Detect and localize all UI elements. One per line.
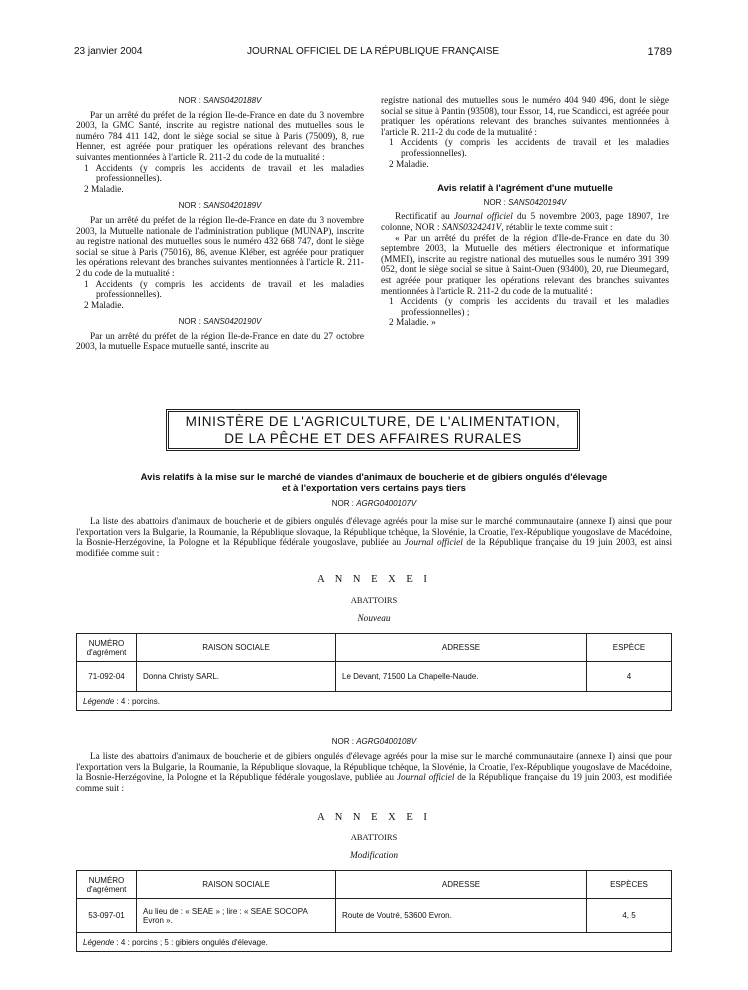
nor-reference	[381, 198, 669, 209]
nor-reference	[76, 96, 364, 107]
quoted-paragraph: « Par un arrêté du préfet de la région d'Ile-de-France en date du 30 septembre 2003, la Mutuelle des métiers électronique et informatique (MMEI), inscrite au registre national des mutuelles sous le numéro 391 399 052, dont le siège social se situe à Saint-Ouen (93400), 20, rue Dieumegard, est agréée pour pratiquer les opérations relevant des branches suivantes mentionnées à l'article R. 211-2 du code de la mutualité :	[381, 233, 669, 297]
annexe-heading: A N N E X E I	[317, 574, 431, 585]
table-cell: 4, 5	[587, 899, 672, 933]
legend-text: : 4 : porcins.	[116, 696, 160, 706]
nor-code: SANS0420188V	[203, 96, 262, 105]
legend-label: Légende	[83, 696, 115, 706]
nor-reference	[76, 499, 672, 508]
nor-code: SANS0324241V	[441, 222, 502, 233]
journal-name: Journal officiel	[396, 773, 455, 784]
column-header: NUMÉRO d'agrément	[77, 634, 137, 662]
header-journal-title: JOURNAL OFFICIEL DE LA RÉPUBLIQUE FRANÇAISE	[246, 46, 500, 57]
nor-label: NOR :	[178, 96, 201, 105]
nor-label: NOR :	[331, 499, 354, 508]
table-legend-row	[77, 692, 672, 711]
paragraph: registre national des mutuelles sous le numéro 404 940 496, dont le siège social se situe à Pantin (93508), tour Essor, 14, rue Scandicci, est agréée pour pratiquer les opérations relevant des branches suivantes mentionnées à l'article R. 211-2 du code de la mutualité :	[381, 96, 670, 138]
column-header: RAISON SOCIALE	[137, 634, 336, 662]
table-cell: 4	[587, 662, 672, 692]
left-column	[76, 96, 364, 353]
running-header	[74, 46, 672, 60]
legend-label: Légende	[83, 937, 115, 947]
intro-paragraph	[76, 517, 672, 559]
intro-paragraph	[76, 752, 672, 794]
rectificatif-paragraph	[381, 212, 669, 233]
right-column	[381, 96, 669, 329]
journal-name: Journal officiel	[453, 212, 513, 223]
nor-label: NOR :	[331, 737, 354, 746]
annexe-heading: A N N E X E I	[317, 812, 431, 823]
list-item: 1 Accidents (y compris les accidents du travail et les maladies professionnelles) ;	[389, 297, 669, 318]
table-header-row	[77, 871, 672, 899]
column-header: ESPÈCES	[587, 871, 672, 899]
column-header: NUMÉRO d'agrément	[77, 871, 137, 899]
annexe-subheading: Nouveau	[357, 614, 391, 624]
nor-reference	[76, 737, 672, 746]
list-item: 1 Accidents (y compris les accidents de travail et les maladies professionnelles).	[389, 138, 669, 159]
avis-title	[76, 472, 672, 494]
list-item: 2 Maladie. »	[389, 318, 436, 329]
paragraph: Par un arrêté du préfet de la région Ile-de-France en date du 3 novembre 2003, la Mutuelle nationale de l'administration publique (MUNAP), inscrite au registre national des mutuelles sous le numéro 432 668 747, dont le siège social se situe à Paris (75016), 86, avenue Kléber, est agréée pour pratiquer les opérations relevant des branches suivantes mentionnées à l'article R. 211-2 du code de la mutualité :	[76, 215, 364, 279]
nor-reference	[76, 317, 364, 328]
avis-title-line-2: et à l'exportation vers certains pays tiers	[282, 483, 466, 494]
text-span: de la République française du 19 juin 2003, est ainsi modifiée comme suit :	[76, 538, 673, 559]
column-header: RAISON SOCIALE	[137, 871, 336, 899]
table-cell: 71-092-04	[77, 662, 137, 692]
list-item: 2 Maladie.	[84, 184, 124, 195]
ministry-line-1: MINISTÈRE DE L'AGRICULTURE, DE L'ALIMENTATION,	[185, 414, 561, 429]
table-legend	[77, 692, 672, 711]
nor-code: AGRG0400107V	[356, 499, 417, 508]
list-item: 1 Accidents (y compris les accidents de travail et les maladies professionnelles).	[84, 279, 364, 301]
text-span: Rectificatif au	[395, 212, 450, 223]
header-page-number: 1789	[647, 46, 672, 58]
list-item: 1 Accidents (y compris les accidents de travail et les maladies professionnelles).	[84, 163, 364, 185]
table-cell: Donna Christy SARL.	[137, 662, 336, 692]
text-span: de la République française du 19 juin 2003, est modifiée comme suit :	[76, 773, 673, 794]
nor-code: SANS0420189V	[203, 201, 262, 211]
table-row	[77, 662, 672, 692]
annexe-subheading: Modification	[349, 851, 399, 861]
table-legend	[77, 933, 672, 952]
ministry-line-2: DE LA PÊCHE ET DES AFFAIRES RURALES	[224, 431, 522, 446]
text-span: La liste des abattoirs d'animaux de boucherie et de gibiers ongulés d'élevage agréés pour la mise sur le marché communautaire (annexe I) ainsi que pour l'exportation vers la Bulgarie, la Roumanie, la République slovaque, la République tchèque, la Slovénie, la Croatie, l'ex-République yougoslave de Macédoine, la Bosnie-Herzégovine, la Pologne et la République fédérale yougoslave, publiée au	[76, 752, 672, 784]
abattoir-table-nouveau	[76, 633, 672, 711]
legend-text: : 4 : porcins ; 5 : gibiers ongulés d'élevage.	[116, 937, 268, 947]
list-item: 2 Maladie.	[389, 159, 429, 170]
avis-title-line-1: Avis relatifs à la mise sur le marché de viandes d'animaux de boucherie et de gibiers ongulés d'élevage	[140, 472, 608, 483]
text-span: , rétablir le texte comme suit :	[501, 222, 613, 233]
abattoirs-heading: ABATTOIRS	[350, 595, 398, 605]
nor-label: NOR :	[178, 201, 201, 211]
text-span: La liste des abattoirs d'animaux de boucherie et de gibiers ongulés d'élevage agréés pour la mise sur le marché communautaire (annexe I) ainsi que pour l'exportation vers la Bulgarie, la Roumanie, la République slovaque, la République tchèque, la Slovénie, la Croatie, l'ex-République yougoslave de Macédoine, la Bosnie-Herzégovine, la Pologne et la République fédérale yougoslave, publiée au	[76, 517, 672, 549]
nor-code: SANS0420190V	[203, 317, 262, 327]
table-cell: Au lieu de : « SEAE » ; lire : « SEAE SOCOPA Evron ».	[137, 899, 336, 933]
header-date: 23 janvier 2004	[74, 46, 143, 57]
table-header-row	[77, 634, 672, 662]
text-span: du 5 novembre 2003, page 18907, 1re colonne, NOR :	[381, 212, 669, 233]
journal-name: Journal officiel	[404, 538, 463, 549]
paragraph: Par un arrêté du préfet de la région Ile-de-France en date du 3 novembre 2003, la GMC Santé, inscrite au registre national des mutuelles sous le numéro 784 411 142, dont le siège social se situe à Paris (75009), 8, rue Henner, est agréée pour pratiquer les opérations relevant des branches suivantes mentionnées à l'article R. 211-2 du code de la mutualité :	[76, 110, 364, 163]
abattoirs-heading: ABATTOIRS	[350, 832, 398, 842]
table-legend-row	[77, 933, 672, 952]
column-header: ESPÈCE	[587, 634, 672, 662]
column-header: ADRESSE	[336, 634, 587, 662]
table-row	[77, 899, 672, 933]
nor-label: NOR :	[483, 197, 506, 207]
table-cell: Route de Voutré, 53600 Evron.	[336, 899, 587, 933]
nor-label: NOR :	[178, 317, 201, 327]
abattoir-table-modification	[76, 870, 672, 952]
ministry-heading	[168, 411, 578, 449]
table-cell: Le Devant, 71500 La Chapelle-Naude.	[336, 662, 587, 692]
column-header: ADRESSE	[336, 871, 587, 899]
nor-code: SANS0420194V	[508, 197, 567, 207]
paragraph: Par un arrêté du préfet de la région Ile-de-France en date du 27 octobre 2003, la mutuelle Espace mutuelle santé, inscrite au	[76, 331, 364, 353]
nor-reference	[76, 201, 364, 212]
section-heading: Avis relatif à l'agrément d'une mutuelle	[437, 183, 613, 195]
list-item: 2 Maladie.	[84, 300, 124, 311]
nor-code: AGRG0400108V	[356, 737, 417, 746]
ministry-heading-box	[166, 409, 580, 451]
table-cell: 53-097-01	[77, 899, 137, 933]
